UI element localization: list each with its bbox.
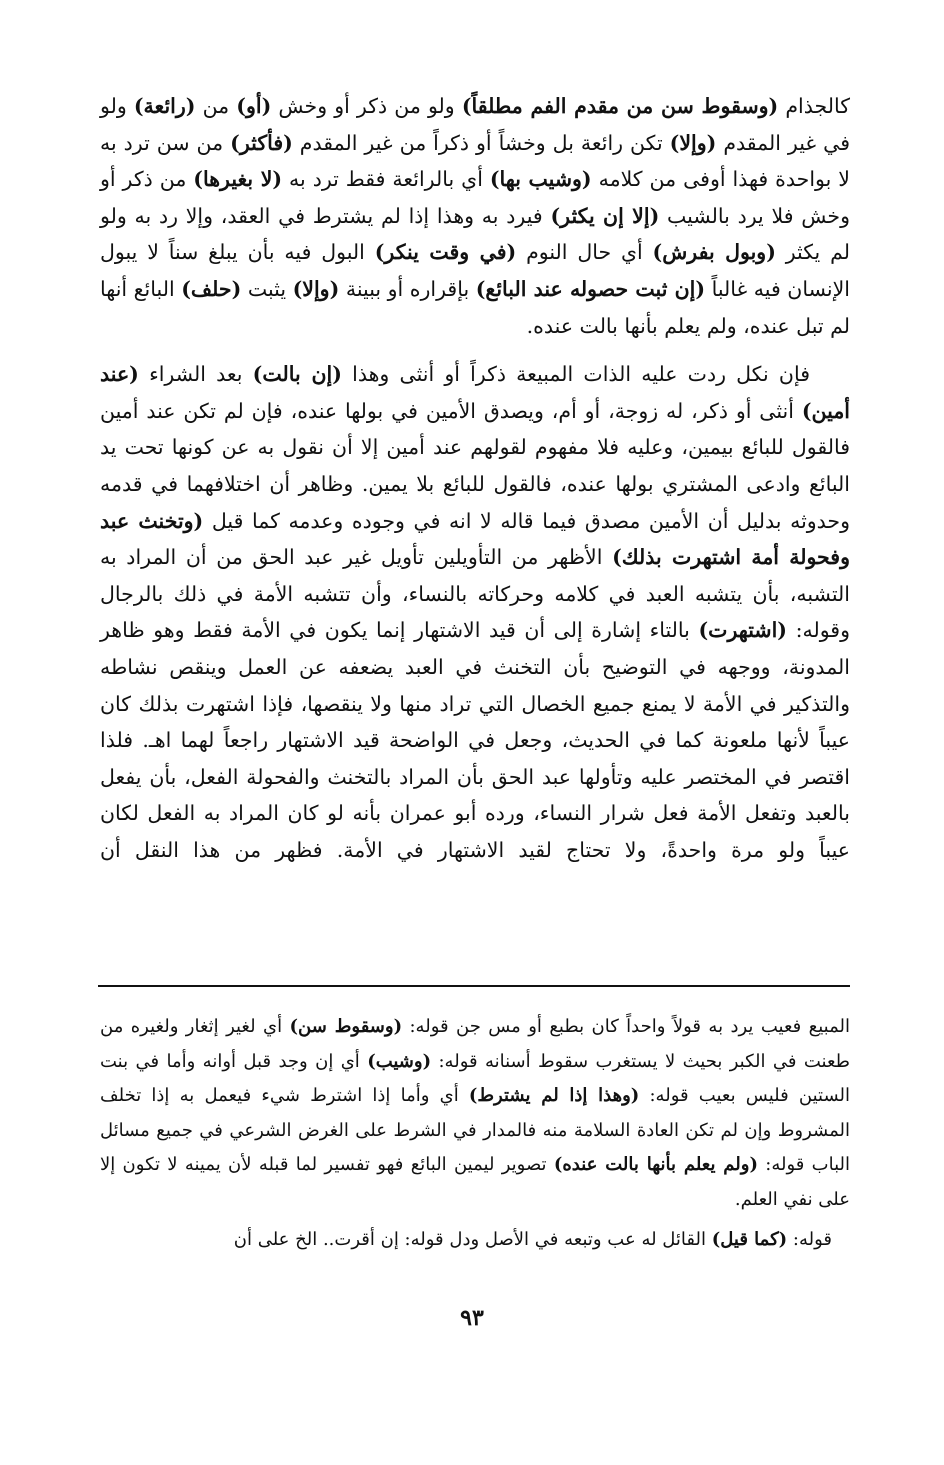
- bold-term: (ولم يعلم بأنها بالت عنده): [553, 1154, 758, 1175]
- text-run: بالتاء إشارة إلى أن قيد الاشتهار إنما يكون في الأمة فقط وهو ظاهر المدونة، ووجهه في التوضيح بأن التخنث في العبد يضعفه عن العمل وينقص نشاطه والتذكير في الأمة لا يمنع جميع الخصال التي تراد منها ولا ينقصها، فإذا اشتهرت بذلك كان عيباً لأنها ملعونة كما في الحديث، وجعل في الواضحة قيد الاشتهار راجعاً لهما اهـ. فلذا اقتصر في المختصر عليه وتأولها عبد الحق بأن المراد بالتخنث والفحولة الفعل، بأن يفعل بالعبد وتفعل الأمة فعل شرار النساء، ورده أبو عمران بأنه لو كان المراد به الفعل لكان عيباً ولو مرة واحدةً، ولا تحتاج لقيد الاشتهار في الأمة. فظهر من هذا النقل أن: [100, 618, 850, 862]
- text-run: من ذكر أو وخش فلا يرد بالشيب: [100, 167, 850, 228]
- bold-term: (فأكثر): [230, 130, 293, 155]
- footnote-2: [100, 1223, 850, 1258]
- bold-term: (في وقت ينكر): [374, 240, 517, 265]
- bold-term: (كما قيل): [711, 1229, 788, 1250]
- bold-term: (أو): [236, 94, 272, 118]
- text-run: أي لغير إثغار ولغيره من طعنت في الكبر بحيث لا يستغرب سقوط أسنانه قوله:: [100, 1016, 850, 1072]
- text-run: من: [195, 94, 237, 118]
- bold-term: (وشيب بها): [489, 167, 592, 192]
- footnote-1: [100, 1010, 850, 1217]
- text-run: الأظهر من التأويلين تأويل غير عبد الحق من أن المراد به التشبه، بأن يتشبه العبد في كلامه وحركاته بالنساء، وأن تتشبه الأمة في ذلك بالرجال وقوله:: [100, 545, 850, 643]
- main-paragraph-1: [100, 88, 850, 344]
- text-run: فإن نكل ردت عليه الذات المبيعة ذكراً أو أنثى وهذا: [341, 362, 810, 387]
- main-paragraph-2: [100, 356, 850, 868]
- bold-term: (إن بالت): [252, 362, 342, 387]
- text-run: البائع أنها لم تبل عنده، ولم يعلم بأنها بالت عنده.: [100, 276, 850, 338]
- bold-term: (وإلا): [669, 130, 717, 155]
- text-run: فيرد به وهذا إذا لم يشترط في العقد، وإلا رد به ولو لم يكثر: [100, 203, 850, 265]
- bold-term: (وسقوط سن): [289, 1016, 403, 1037]
- text-run: بعد الشراء: [138, 362, 253, 387]
- bold-term: (رائعة): [133, 94, 196, 118]
- text-run: من سن ترد به لا بواحدة فهذا أوفى من كلامه: [100, 130, 850, 192]
- bold-term: (وسقوط سن من مقدم الفم مطلقاً): [461, 94, 779, 118]
- bold-term: (وشيب): [367, 1050, 432, 1072]
- text-run: القائل له عب وتبعه في الأصل ودل قوله: إن أقرت.. الخ على أن: [233, 1229, 712, 1250]
- bold-term: (وبول بفرش): [652, 240, 776, 265]
- page-number: ٩٣: [460, 1305, 484, 1331]
- text-run: تصوير ليمين البائع فهو تفسير لما قبله لأن يمينه لا تكون إلا على نفي العلم.: [100, 1154, 850, 1210]
- bold-term: (حلف): [181, 276, 242, 301]
- bold-term: (لا بغيرها): [193, 167, 283, 192]
- text-run: أي وأما إذا اشترط شيء فيعمل به إذا تخلف المشروط وإن لم تكن العادة السلامة منه فالمدار في الشرط على الغرض الشرعي في جميع مسائل الباب قوله:: [100, 1085, 850, 1175]
- text-run: البول فيه بأن يبلغ سناً لا يبول الإنسان فيه غالباً: [100, 240, 850, 301]
- footnotes: [100, 1010, 850, 1264]
- bold-term: (وإلا): [292, 276, 340, 301]
- text-run: ولو في غير المقدم: [100, 94, 850, 155]
- text-run: قوله:: [787, 1229, 832, 1250]
- bold-term: (وتخنث عبد وفحولة أمة اشتهرت بذلك): [100, 508, 850, 570]
- text-run: تكن رائعة بل وخشاً أو ذكراً من غير المقدم: [292, 130, 670, 155]
- bold-term: (عند أمين): [100, 362, 850, 423]
- bold-term: (إن ثبت حصوله عند البائع): [475, 276, 706, 301]
- text-run: أي إن وجد قبل أوانه وأما في بنت الستين فليس بعيب قوله:: [100, 1050, 851, 1106]
- main-text: [100, 88, 850, 880]
- bold-term: (وهذا إذا لم يشترط): [468, 1085, 640, 1106]
- footnote-separator: [98, 985, 850, 987]
- text-run: أي بالرائعة فقط ترد به: [282, 167, 490, 192]
- text-run: أنثى أو ذكر، له زوجة، أو أم، ويصدق الأمين في بولها عنده، فإن لم تكن عند أمين فالقول للبائع بيمين، وعليه فلا مفهوم لقولهم عند أمين إلا أن نقول به عن كونها تحت يد البائع وادعى المشتري بولها عنده، فالقول للبائع بلا يمين. وظاهر أن اختلافهما في قدمه وحدوثه بدليل أن الأمين مصدق فيما قاله لا انه في وجوده وعدمه كما قيل: [100, 398, 851, 533]
- text-run: بإقراره أو ببينة: [339, 276, 476, 301]
- bold-term: (اشتهرت): [698, 618, 787, 643]
- text-run: كالجذام: [778, 94, 850, 118]
- text-run: المبيع فعيب يرد به قولاً واحداً كان بطبع أو مس جن قوله:: [402, 1016, 850, 1037]
- text-run: يثبت: [241, 276, 293, 301]
- bold-term: (إلا إن يكثر): [550, 203, 660, 228]
- text-run: أي حال النوم: [516, 240, 653, 265]
- text-run: ولو من ذكر أو وخش: [271, 94, 462, 118]
